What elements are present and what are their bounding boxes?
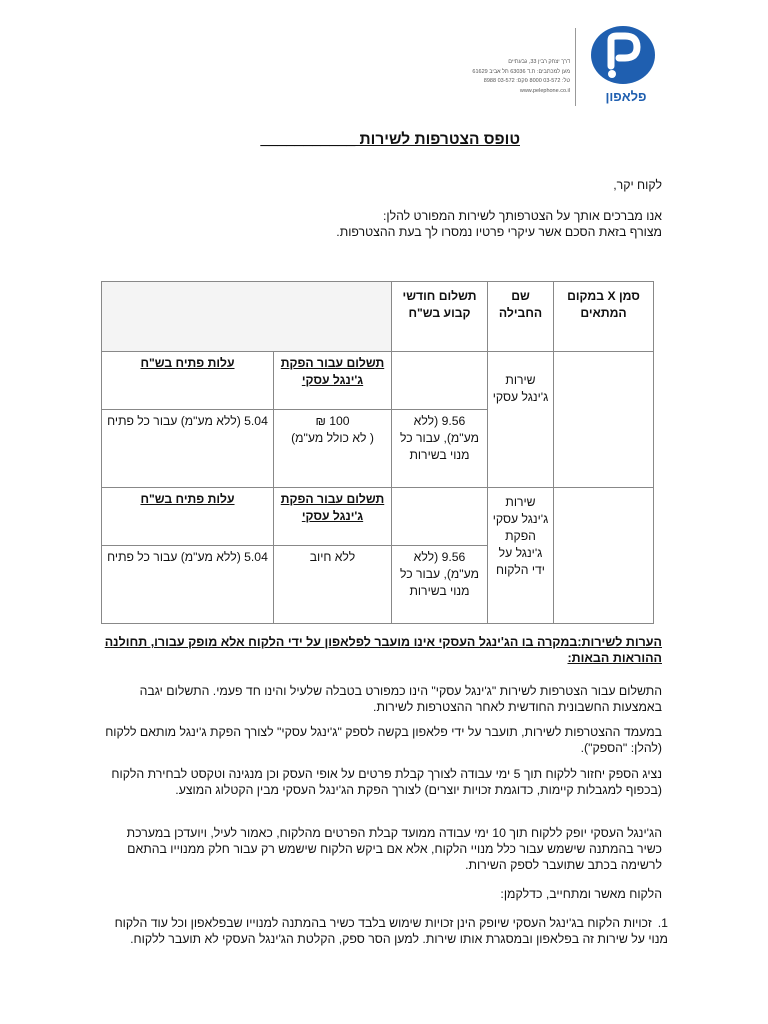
list-item: [100, 915, 668, 947]
monthly-empty-cell: [392, 352, 488, 410]
address-line: מען למכתבים: ת.ד 63036 תל אביב 61629: [472, 68, 570, 75]
pelephone-logo-mark: [591, 26, 655, 84]
intro-line: מצורף בזאת הסכם אשר עיקרי פרטיו נמסרו לך בעת ההצטרפות.: [336, 225, 662, 239]
package-cell: שירות ג'ינגל עסקי הפקת ג'ינגל על ידי הלקוח: [488, 488, 554, 624]
table-row: [102, 488, 654, 546]
production-cell: [274, 546, 392, 624]
service-table: [101, 281, 654, 624]
paragraph: במעמד ההצטרפות לשירות, תועבר על ידי פלאפון בקשה לספק "ג'ינגל עסקי" לצורך הפקת ג'ינגל מותאם ללקוח (להלן: "הספק").: [105, 725, 662, 755]
address-line: www.pelephone.co.il: [519, 87, 570, 94]
production-price: 100 ₪: [315, 414, 350, 428]
table-header-row: [102, 282, 654, 352]
address-line: טל: 03-572 8000 פקס: 03-572 8988: [483, 78, 570, 84]
opening-subheader: עלות פתיח בש"ח: [102, 488, 274, 546]
col-mark-header: סמן X במקום המתאים: [554, 282, 654, 352]
address-line: דרך יצחק רבין 33, גבעתיים: [508, 59, 570, 65]
logo-p-icon: [591, 26, 655, 84]
paragraph: נציג הספק יחזור ללקוח תוך 5 ימי עבודה לצורך קבלת פרטים על אופי העסק וכן מנגינה וטקסט לבחירת הלקוח (בכפוף למגבלות קיימות, כדוגמת זכויות יוצרים) לצורך הפקת הג'ינגל העסקי מבין הקטלוג המוצע.: [111, 767, 662, 797]
mark-cell[interactable]: [554, 488, 654, 624]
monthly-cell: 9.56 (ללא מע"מ), עבור כל מנוי בשירות: [392, 410, 488, 488]
col-package-header: שם החבילה: [488, 282, 554, 352]
paragraph: הלקוח מאשר ומתחייב, כדלקמן:: [500, 887, 662, 901]
form-title: טופס הצטרפות לשירות ___________: [260, 131, 520, 148]
list-item-text: זכויות הלקוח בג'ינגל העסקי שיופק הינן זכויות שימוש בלבד כשיר בהמתנה למנוייו שבפלאפון וכל עוד הלקוח מנוי על שירות זה בפלאפון ובמסגרת אותו שירות. למען הסר ספק, הקלטת הג'ינגל העסקי לא תועבר ללקוח.: [114, 916, 668, 946]
col-monthly-header: תשלום חודשי קבוע בש"ח: [392, 282, 488, 352]
monthly-empty-cell: [392, 488, 488, 546]
notes-heading: הערות לשירות:במקרה בו הג'ינגל העסקי אינו מועבר לפלאפון על ידי הלקוח אלא מופק עבורו, תחולנה ההוראות הבאות:: [104, 635, 662, 665]
opening-cell: 5.04 (ללא מע"מ) עבור כל פתיח: [102, 546, 274, 624]
header-address: [370, 58, 570, 96]
opening-subheader: עלות פתיח בש"ח: [102, 352, 274, 410]
opening-cell: 5.04 (ללא מע"מ) עבור כל פתיח: [102, 410, 274, 488]
production-note: ( לא כולל מע"מ): [291, 431, 374, 445]
paragraph: הג'ינגל העסקי יופק ללקוח תוך 10 ימי עבודה ממועד קבלת הפרטים מהלקוח, כאמור לעיל, ויועדכן במערכת כשיר בהמתנה שישמש עבור כלל מנויי הלקוח, אלא אם ביקש הלקוח שישמש רק עבור חלק ממנוייו בהתאם לרשימה בכתב שתועבר לספק השירות.: [126, 826, 662, 872]
package-cell: שירות ג'ינגל עסקי: [488, 352, 554, 488]
intro-line: אנו מברכים אותך על הצטרפותך לשירות המפורט להלן:: [382, 209, 662, 223]
paragraph: התשלום עבור הצטרפות לשירות "ג'ינגל עסקי" הינו כמפורט בטבלה שלעיל והינו חד פעמי. התשלום יגבה באמצעות החשבונית החודשית לאחר ההצטרפות לשירות.: [139, 684, 662, 714]
header-divider: [575, 28, 576, 106]
production-cell: [274, 410, 392, 488]
production-price: ללא חיוב: [309, 550, 356, 564]
production-subheader: תשלום עבור הפקת ג'ינגל עסקי: [274, 488, 392, 546]
monthly-cell: 9.56 (ללא מע"מ), עבור כל מנוי בשירות: [392, 546, 488, 624]
table-row: [102, 352, 654, 410]
logo-wordmark: פלאפון: [605, 89, 647, 104]
mark-cell[interactable]: [554, 352, 654, 488]
intro: [102, 208, 662, 240]
list-number: 1.: [657, 916, 668, 930]
production-subheader: תשלום עבור הפקת ג'ינגל עסקי: [274, 352, 392, 410]
empty-header-cell: [102, 282, 392, 352]
greeting: לקוח יקר,: [613, 178, 662, 192]
